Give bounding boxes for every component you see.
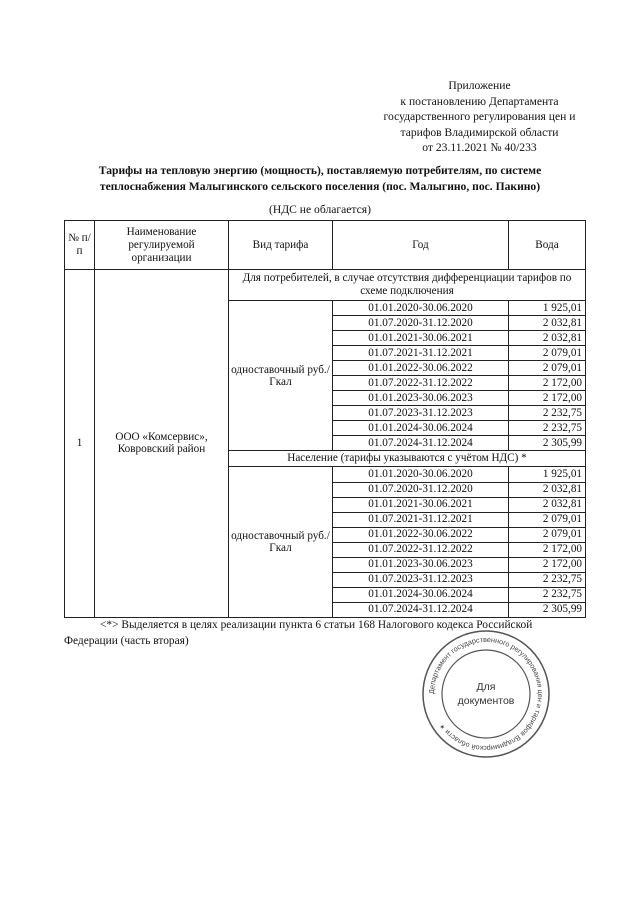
tariff-value-cell: 2 172,00 <box>509 557 586 572</box>
period-cell: 01.07.2022-31.12.2022 <box>333 542 509 557</box>
period-cell: 01.01.2022-30.06.2022 <box>333 527 509 542</box>
tariff-value-cell: 1 925,01 <box>509 301 586 316</box>
period-cell: 01.01.2021-30.06.2021 <box>333 331 509 346</box>
tariff-value-cell: 2 232,75 <box>509 421 586 436</box>
tariff-value-cell: 2 305,99 <box>509 602 586 617</box>
appendix-line: к постановлению Департамента <box>400 94 559 108</box>
appendix-line: Приложение <box>448 79 511 92</box>
tariff-value-cell: 2 232,75 <box>509 587 586 602</box>
period-cell: 01.07.2021-31.12.2021 <box>333 346 509 361</box>
period-cell: 01.07.2021-31.12.2021 <box>333 512 509 527</box>
tariff-value-cell: 2 032,81 <box>509 316 586 331</box>
period-cell: 01.07.2020-31.12.2020 <box>333 316 509 331</box>
document-title <box>70 163 570 195</box>
period-cell: 01.01.2022-30.06.2022 <box>333 361 509 376</box>
period-cell: 01.07.2020-31.12.2020 <box>333 482 509 497</box>
tariff-value-cell: 2 079,01 <box>509 527 586 542</box>
tariff-value-cell: 2 232,75 <box>509 406 586 421</box>
period-cell: 01.01.2021-30.06.2021 <box>333 497 509 512</box>
header-year: Год <box>333 221 509 270</box>
tariff-value-cell: 2 305,99 <box>509 436 586 451</box>
tariff-value-cell: 2 172,00 <box>509 542 586 557</box>
header-org: Наименование регулируемой организации <box>95 221 229 270</box>
header-type: Вид тарифа <box>229 221 333 270</box>
footnote: <*> Выделяется в целях реализации пункта 6 статьи 168 Налогового кодекса Российской Федерации (часть вторая) <box>64 619 533 647</box>
title-line: теплоснабжения Малыгинского сельского поселения (пос. Малыгино, пос. Пакино) <box>99 180 541 193</box>
tariff-value-cell: 2 032,81 <box>509 331 586 346</box>
title-line: Тарифы на тепловую энергию (мощность), поставляемую потребителям, по системе <box>98 164 542 177</box>
tariff-value-cell: 2 079,01 <box>509 512 586 527</box>
segment-label: Население (тарифы указываются с учётом НДС) * <box>229 451 586 467</box>
tariff-value-cell: 2 172,00 <box>509 391 586 406</box>
period-cell: 01.07.2023-31.12.2023 <box>333 406 509 421</box>
tariff-type: одноставочный руб./Гкал <box>229 467 333 617</box>
appendix-block <box>372 78 587 156</box>
vat-note: (НДС не облагается) <box>269 203 371 216</box>
period-cell: 01.01.2024-30.06.2024 <box>333 587 509 602</box>
segment-label: Для потребителей, в случае отсутствия дифференциации тарифов по схеме подключения <box>229 270 586 301</box>
tariff-value-cell: 1 925,01 <box>509 467 586 482</box>
period-cell: 01.01.2020-30.06.2020 <box>333 467 509 482</box>
period-cell: 01.01.2020-30.06.2020 <box>333 301 509 316</box>
department-stamp <box>420 628 552 760</box>
period-cell: 01.07.2023-31.12.2023 <box>333 572 509 587</box>
tariff-value-cell: 2 079,01 <box>509 361 586 376</box>
stamp-center-line: документов <box>457 695 515 707</box>
header-num: № п/п <box>65 221 95 270</box>
tariff-value-cell: 2 079,01 <box>509 346 586 361</box>
tariff-type: одноставочный руб./Гкал <box>229 301 333 451</box>
stamp-graphic <box>420 628 552 760</box>
period-cell: 01.07.2024-31.12.2024 <box>333 436 509 451</box>
header-water: Вода <box>509 221 586 270</box>
period-cell: 01.07.2022-31.12.2022 <box>333 376 509 391</box>
tariff-value-cell: 2 172,00 <box>509 376 586 391</box>
period-cell: 01.01.2023-30.06.2023 <box>333 391 509 406</box>
appendix-line: от 23.11.2021 № 40/233 <box>422 141 537 154</box>
period-cell: 01.01.2023-30.06.2023 <box>333 557 509 572</box>
organization-name: ООО «Комсервис», Ковровский район <box>95 270 229 618</box>
row-number: 1 <box>65 270 95 618</box>
appendix-line: тарифов Владимирской области <box>400 125 559 139</box>
period-cell: 01.01.2024-30.06.2024 <box>333 421 509 436</box>
tariff-table <box>64 220 586 618</box>
period-cell: 01.07.2024-31.12.2024 <box>333 602 509 617</box>
stamp-center-line: Для <box>476 681 496 693</box>
tariff-value-cell: 2 032,81 <box>509 497 586 512</box>
segment-label-row <box>65 270 586 301</box>
tariff-value-cell: 2 232,75 <box>509 572 586 587</box>
stamp-ring-text: Департамент государственного регулирования цен и тарифов Владимирской области ✶ <box>426 634 546 754</box>
tariff-value-cell: 2 032,81 <box>509 482 586 497</box>
appendix-line: государственного регулирования цен и <box>383 110 576 123</box>
table-header-row <box>65 221 586 270</box>
